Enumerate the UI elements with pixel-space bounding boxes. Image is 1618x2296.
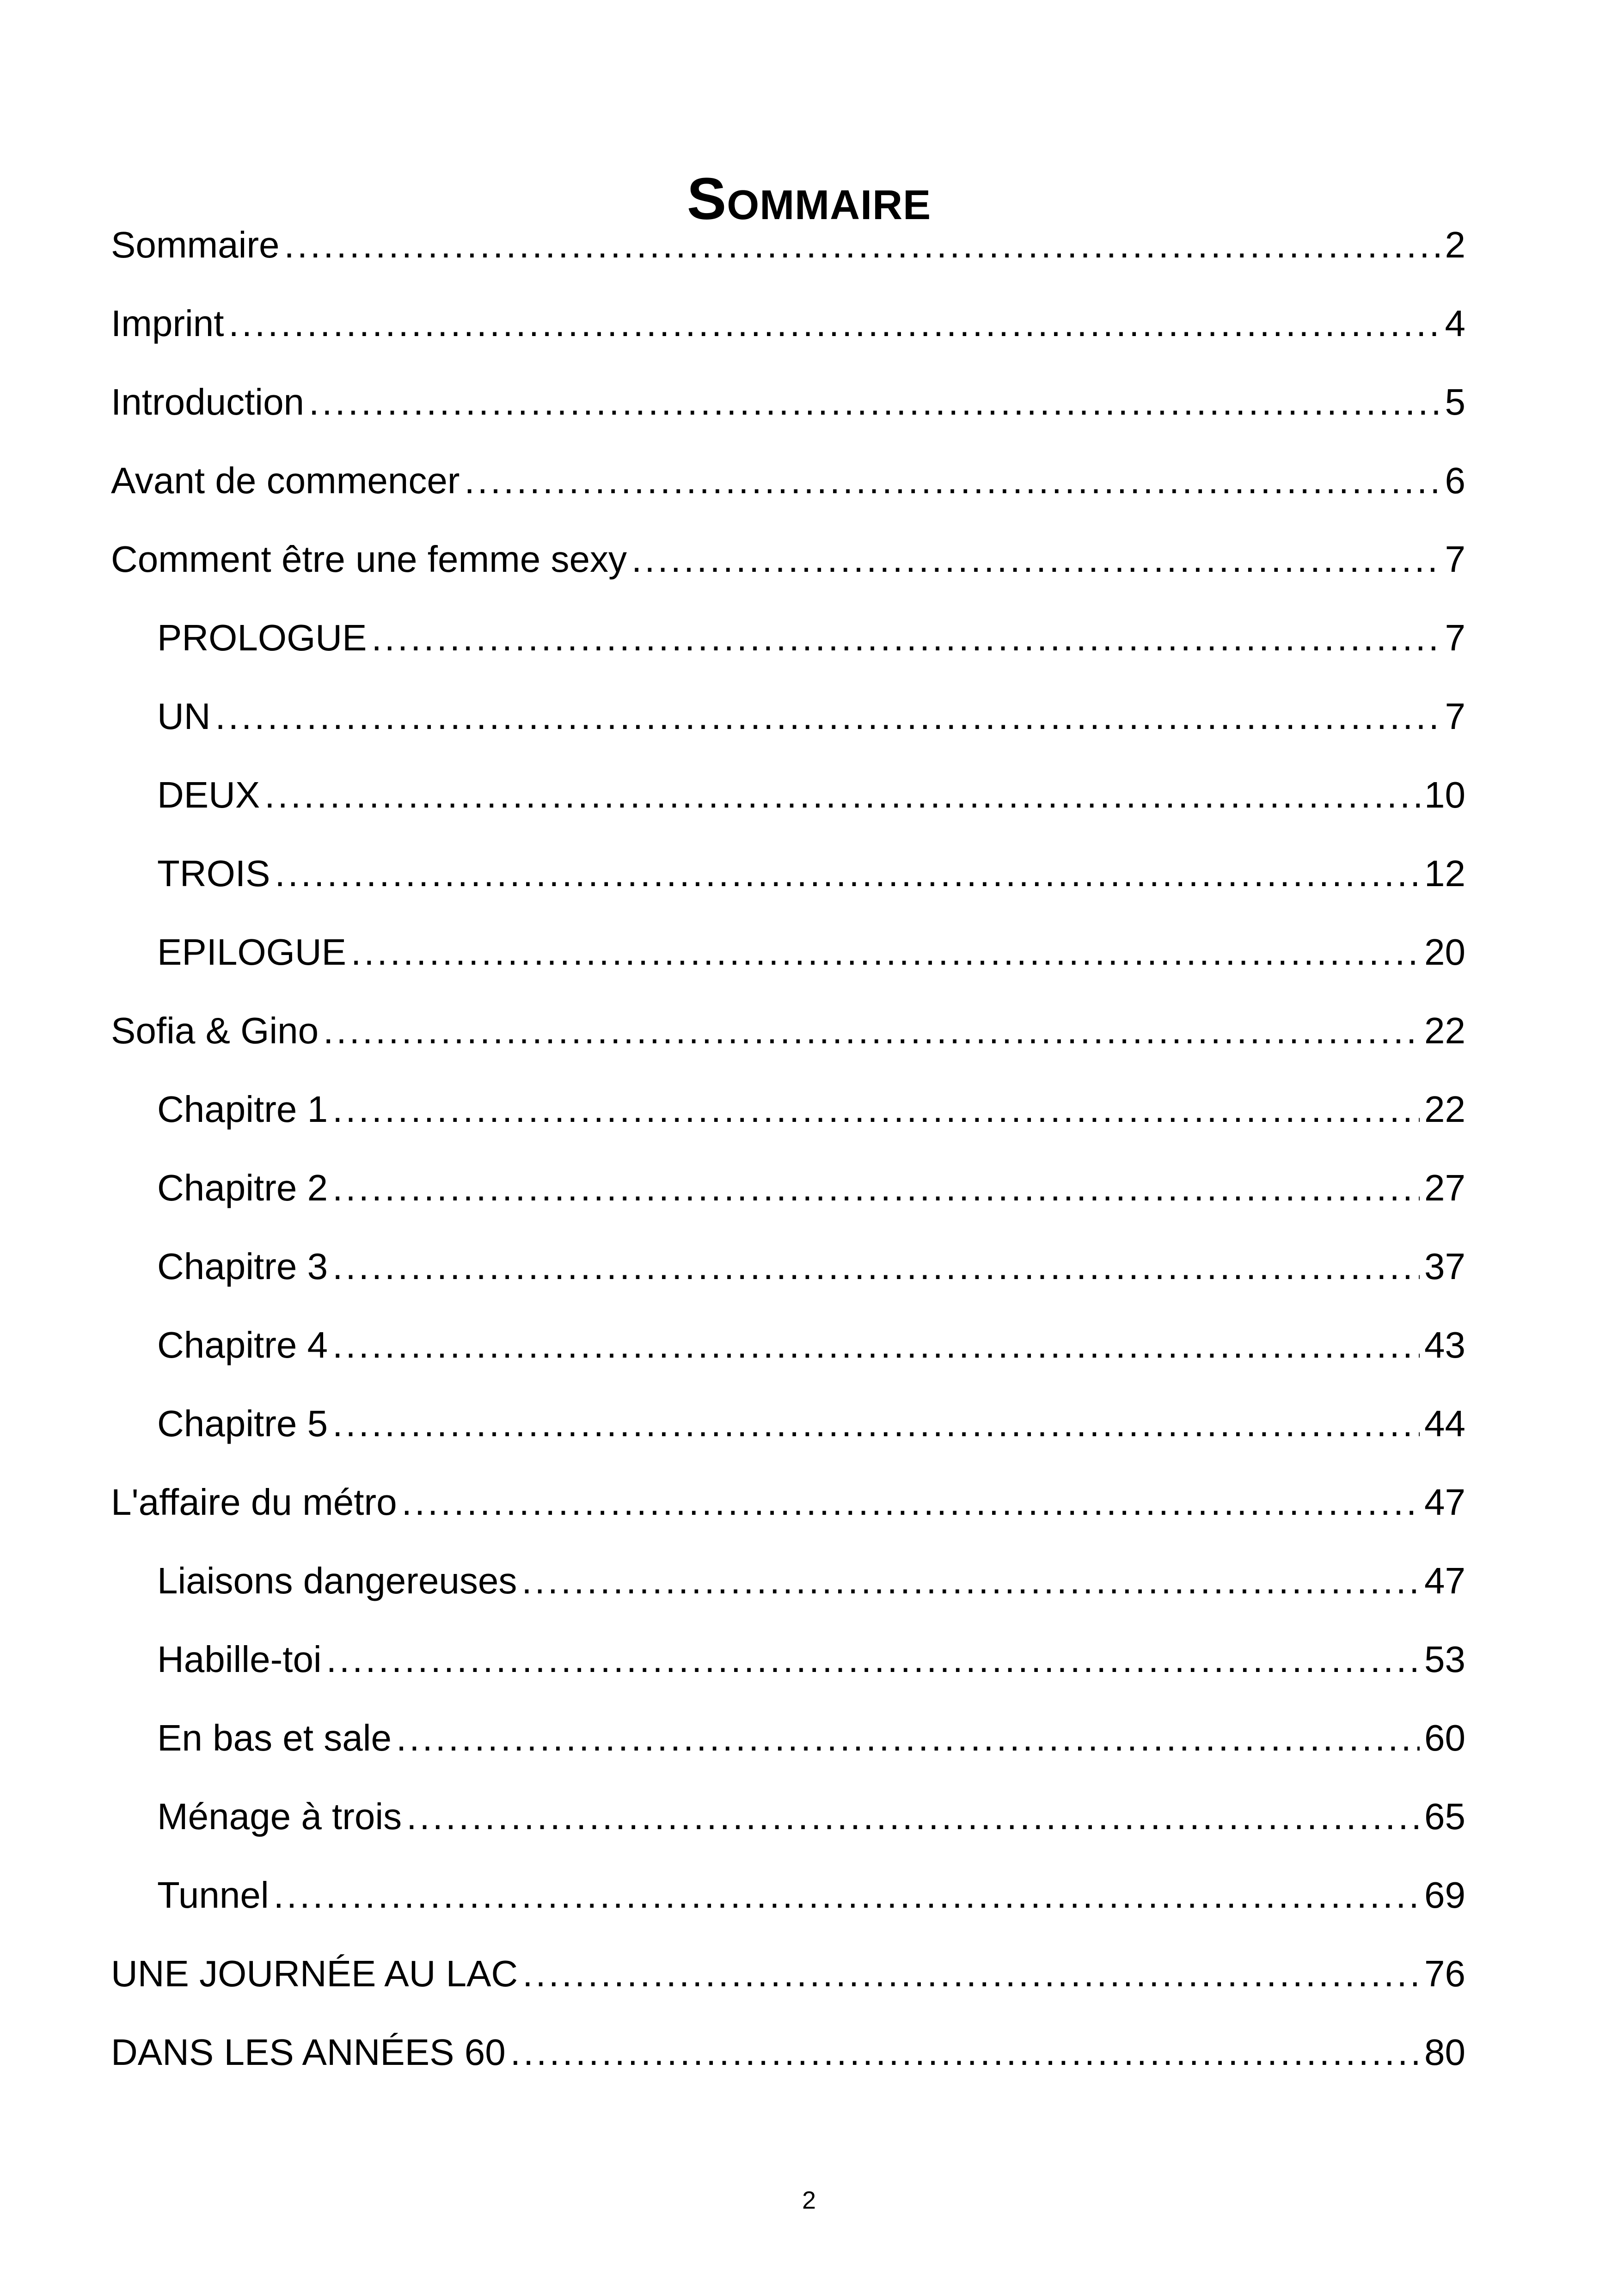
toc-entry-page: 20 (1424, 931, 1465, 973)
toc-entry-label: Chapitre 1 (157, 1089, 328, 1130)
dot-leader (332, 1398, 1420, 1449)
dot-leader (332, 1084, 1420, 1135)
toc-entry-page: 43 (1424, 1324, 1465, 1365)
toc-entry-label: PROLOGUE (157, 617, 367, 658)
toc-entry-label: Tunnel (157, 1874, 269, 1916)
dot-leader (309, 377, 1440, 428)
toc-entry-page: 37 (1424, 1246, 1465, 1287)
toc-entry-introduction[interactable] (111, 367, 1465, 428)
toc-entry-page: 6 (1445, 460, 1465, 501)
toc-entry-chapitre-1[interactable] (157, 1075, 1465, 1135)
toc-entry-page: 76 (1424, 1953, 1465, 1994)
dot-leader (631, 534, 1440, 585)
toc-entry-menage-a-trois[interactable] (157, 1782, 1465, 1842)
toc-entry-page: 22 (1424, 1010, 1465, 1051)
dot-leader (284, 220, 1440, 270)
toc-entry-prologue[interactable] (157, 603, 1465, 663)
dot-leader (274, 1870, 1420, 1921)
toc-entry-label: Comment être une femme sexy (111, 539, 627, 580)
toc-entry-page: 10 (1424, 774, 1465, 815)
toc-entry-page: 7 (1445, 617, 1465, 658)
toc-entry-page: 44 (1424, 1403, 1465, 1444)
toc-entry-en-bas-et-sale[interactable] (157, 1703, 1465, 1763)
toc-entry-label: DANS LES ANNÉES 60 (111, 2032, 506, 2073)
toc-entry-page: 27 (1424, 1167, 1465, 1208)
toc-entry-label: DEUX (157, 774, 260, 815)
dot-leader (464, 455, 1440, 506)
toc-entry-label: Liaisons dangereuses (157, 1560, 517, 1601)
toc-entry-label: TROIS (157, 853, 270, 894)
toc-entry-label: En bas et sale (157, 1717, 392, 1758)
toc-entry-chapitre-5[interactable] (157, 1389, 1465, 1449)
toc-entry-comment-etre-une-femme-sexy[interactable] (111, 525, 1465, 585)
toc-entry-label: Avant de commencer (111, 460, 460, 501)
toc-entry-page: 60 (1424, 1717, 1465, 1758)
dot-leader (323, 1005, 1420, 1056)
dot-leader (406, 1791, 1420, 1842)
toc-entry-avant-de-commencer[interactable] (111, 446, 1465, 506)
toc-entry-un[interactable] (157, 682, 1465, 742)
toc-entry-chapitre-3[interactable] (157, 1232, 1465, 1292)
toc-entry-label: UN (157, 696, 211, 737)
dot-leader (326, 1634, 1420, 1685)
toc-entry-page: 7 (1445, 696, 1465, 737)
toc-entry-sommaire[interactable] (111, 210, 1465, 270)
toc-entry-label: Chapitre 3 (157, 1246, 328, 1287)
toc-entry-habille-toi[interactable] (157, 1625, 1465, 1685)
page-number: 2 (802, 2186, 816, 2214)
toc-entry-tunnel[interactable] (157, 1861, 1465, 1921)
toc-entry-une-journee-au-lac[interactable] (111, 1939, 1465, 1999)
toc-entry-chapitre-2[interactable] (157, 1153, 1465, 1213)
dot-leader (264, 770, 1420, 820)
toc-entry-page: 47 (1424, 1560, 1465, 1601)
toc-entry-page: 12 (1424, 853, 1465, 894)
toc-entry-label: Chapitre 2 (157, 1167, 328, 1208)
toc-entry-label: UNE JOURNÉE AU LAC (111, 1953, 518, 1994)
toc-entry-label: Sommaire (111, 224, 280, 265)
toc-entry-label: Ménage à trois (157, 1796, 402, 1837)
toc-entry-dans-les-annees-60[interactable] (111, 2018, 1465, 2078)
dot-leader (402, 1477, 1420, 1528)
toc-entry-laffaire-du-metro[interactable] (111, 1468, 1465, 1528)
dot-leader (371, 612, 1440, 663)
toc-entry-page: 2 (1445, 224, 1465, 265)
toc-entry-label: Chapitre 5 (157, 1403, 328, 1444)
dot-leader (510, 2027, 1420, 2078)
toc-entry-page: 5 (1445, 381, 1465, 422)
dot-leader (215, 691, 1440, 742)
toc-entry-label: EPILOGUE (157, 931, 347, 973)
toc-entry-label: Imprint (111, 303, 224, 344)
toc-entry-epilogue[interactable] (157, 918, 1465, 978)
dot-leader (351, 927, 1420, 978)
toc-entry-label: L'affaire du métro (111, 1482, 397, 1523)
toc-entry-chapitre-4[interactable] (157, 1310, 1465, 1371)
dot-leader (522, 1948, 1420, 1999)
dot-leader (332, 1241, 1420, 1292)
dot-leader (332, 1163, 1420, 1213)
toc-entry-page: 47 (1424, 1482, 1465, 1523)
toc-entry-label: Habille-toi (157, 1639, 322, 1680)
page-title: Sommaire (686, 165, 932, 232)
toc-entry-sofia-gino[interactable] (111, 996, 1465, 1056)
toc-entry-imprint[interactable] (111, 289, 1465, 349)
toc-entry-label: Introduction (111, 381, 305, 422)
toc-entry-page: 80 (1424, 2032, 1465, 2073)
toc-entry-liaisons-dangereuses[interactable] (157, 1546, 1465, 1606)
toc-entry-trois[interactable] (157, 839, 1465, 899)
toc-entry-page: 22 (1424, 1089, 1465, 1130)
dot-leader (521, 1555, 1420, 1606)
toc-entry-page: 65 (1424, 1796, 1465, 1837)
toc-entry-page: 53 (1424, 1639, 1465, 1680)
toc-entry-label: Sofia & Gino (111, 1010, 319, 1051)
dot-leader (332, 1320, 1420, 1371)
toc-entry-page: 69 (1424, 1874, 1465, 1916)
dot-leader (275, 848, 1420, 899)
toc-entry-deux[interactable] (157, 760, 1465, 820)
dot-leader (396, 1713, 1420, 1763)
toc-entry-page: 7 (1445, 539, 1465, 580)
toc-entry-page: 4 (1445, 303, 1465, 344)
dot-leader (229, 298, 1440, 349)
toc-entry-label: Chapitre 4 (157, 1324, 328, 1365)
